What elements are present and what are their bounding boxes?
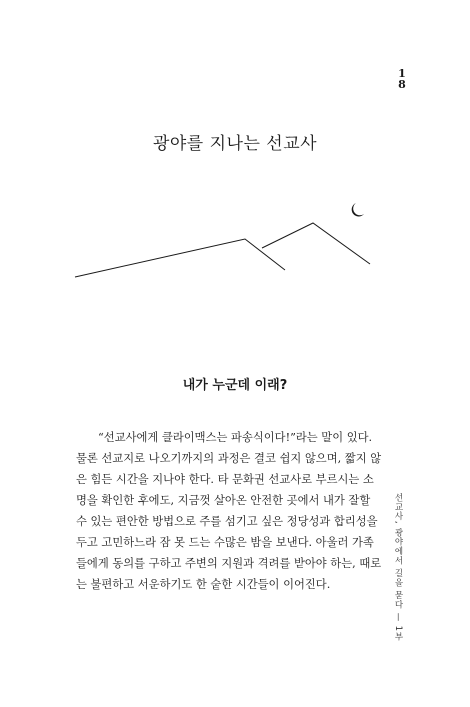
mountain-ridge-right (262, 223, 370, 264)
body-line: 들에게 동의를 구하고 주변의 지원과 격려를 받아야 하는, 때로 (76, 557, 382, 570)
mountain-illustration (0, 190, 470, 290)
section-heading: 내가 누군데 이래? (182, 378, 288, 393)
crescent-moon-icon (352, 203, 364, 216)
page-number-digit: 8 (398, 78, 406, 91)
body-line: “선교사에게 클라이맥스는 파송식이다!”라는 말이 있다. (98, 431, 373, 444)
mountain-line-art (75, 223, 370, 277)
body-line: 명을 확인한 후에도, 지금껏 살아온 안전한 곳에서 내가 잘할 (76, 494, 371, 507)
body-paragraph (76, 427, 382, 595)
body-line: 는 불편하고 서운하기도 한 숱한 시간들이 이어진다. (76, 578, 331, 591)
body-line: 은 힘든 시간을 지나야 한다. 타 문화권 선교사로 부르시는 소 (76, 473, 374, 486)
running-header: 선교사, 광야에서 길을 묻다 — 1부 (393, 493, 403, 642)
body-line: 수 있는 편안한 방법으로 주를 섬기고 싶은 정당성과 합리성을 (76, 515, 378, 528)
mountain-ridge-left (75, 239, 285, 277)
page-number-digit: 1 (398, 67, 406, 80)
chapter-title: 광야를 지나는 선교사 (152, 134, 318, 154)
body-line: 두고 고민하느라 잠 못 드는 수많은 밤을 보낸다. 아울러 가족 (76, 536, 374, 549)
page-number (396, 68, 408, 90)
body-line: 물론 선교지로 나오기까지의 과정은 결코 쉽지 않으며, 짧지 않 (76, 452, 382, 465)
